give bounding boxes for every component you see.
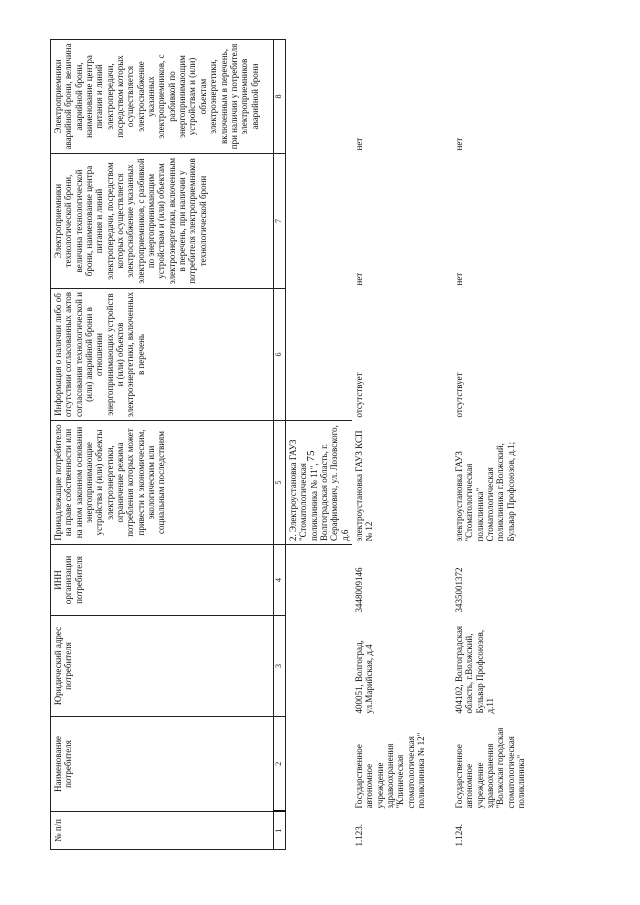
consumer-name: Государственное автономное учреждение здравоохранения "Волжская городская стоматологическая поликлиника"	[454, 727, 527, 809]
column-number: 8	[274, 40, 286, 154]
column-number: 7	[274, 154, 286, 289]
header-cell: Электроприемники аварийной брони, величина аварийной брони, наименование центра питания и линий электропередачи, посредством которых осуществляется электроснабжение указанных электроприемников, с разбивкой по энергопринимающим устройствам и (или) объектам электроэнергетики, включенным в перечень, при наличии у потребителя электроприемников аварийной брони	[51, 40, 274, 154]
table-row	[452, 40, 552, 850]
header-cell: Принадлежащие потребителю на праве собственности или на ином законном основании энергопринимающие устройства и (или) объекты электроэнергетики, ограничение режима потребления которых может привести к экономическим, экологическим или социальным последствиям	[51, 421, 274, 545]
consumer-devices: электроустановка ГАУЗ "Стоматологическая поликлиника" Стоматологическая поликлиника г.Волжский, Бульвар Профсоюзов, д.1;	[454, 441, 516, 542]
emergency-reserve: нет	[354, 137, 365, 151]
table-header-row	[51, 40, 274, 850]
page-number: 75	[305, 450, 317, 462]
rotated-page-content	[50, 40, 610, 850]
consumer-inn: 3435001372	[454, 567, 465, 613]
row-number: 1.123.	[354, 824, 365, 847]
continuation-cell: 2. Электроустановка ГАУЗ "Стоматологическая поликлиника № 11", Волгоградская область, г. Серафимович, ул. Лозовского, д.6	[286, 421, 353, 545]
consumer-address: 404102, Волгоградская область, г.Волжский, Бульвар Профсоюзов, д.11	[454, 626, 496, 714]
column-number-row	[274, 40, 286, 850]
header-cell: № п/п	[51, 812, 274, 850]
consumers-table	[50, 39, 552, 850]
row-number: 1.124.	[454, 824, 465, 847]
column-number: 3	[274, 616, 286, 717]
header-cell: Юридический адрес потребителя	[51, 616, 274, 717]
continuation-row	[286, 40, 353, 850]
column-number: 4	[274, 545, 286, 616]
tech-reserve: нет	[454, 272, 465, 286]
header-cell: Информация о наличии либо об отсутствии согласованных актов согласования технологической и (или) аварийной брони в отношении энергопринимающих устройств и (или) объектов электроэнергетики, включенных в перечень	[51, 289, 274, 421]
table-row	[352, 40, 452, 850]
consumer-inn: 3448009146	[354, 567, 365, 613]
consumer-devices: электроустановка ГАУЗ КСП № 12	[354, 430, 375, 542]
consumer-address: 400051, Волгоград, ул.Марийская, д.4	[354, 640, 375, 714]
consumer-name: Государственное автономное учреждение здравоохранения "Клиническая стоматологическая поликлиника № 12"	[354, 732, 427, 809]
agreement-acts: отсутствует	[454, 372, 465, 418]
agreement-acts: отсутствует	[354, 372, 365, 418]
header-cell: ИНН организации потребителя	[51, 545, 274, 616]
header-cell: Электроприемники технологической брони, величина технологической брони, наименование центра питания и линий электропередачи, посредством которых осуществляется электроснабжение указанных электроприемников, с разбивкой по энергопринимающим устройствам и (или) объектам электроэнергетики, включенным в перечень, при наличии у потребителя электроприемников технологической брони	[51, 154, 274, 289]
emergency-reserve: нет	[454, 137, 465, 151]
column-number: 1	[274, 812, 286, 850]
column-number: 6	[274, 289, 286, 421]
column-number: 5	[274, 421, 286, 545]
column-number: 2	[274, 717, 286, 812]
header-cell: Наименование потребителя	[51, 717, 274, 812]
tech-reserve: нет	[354, 272, 365, 286]
